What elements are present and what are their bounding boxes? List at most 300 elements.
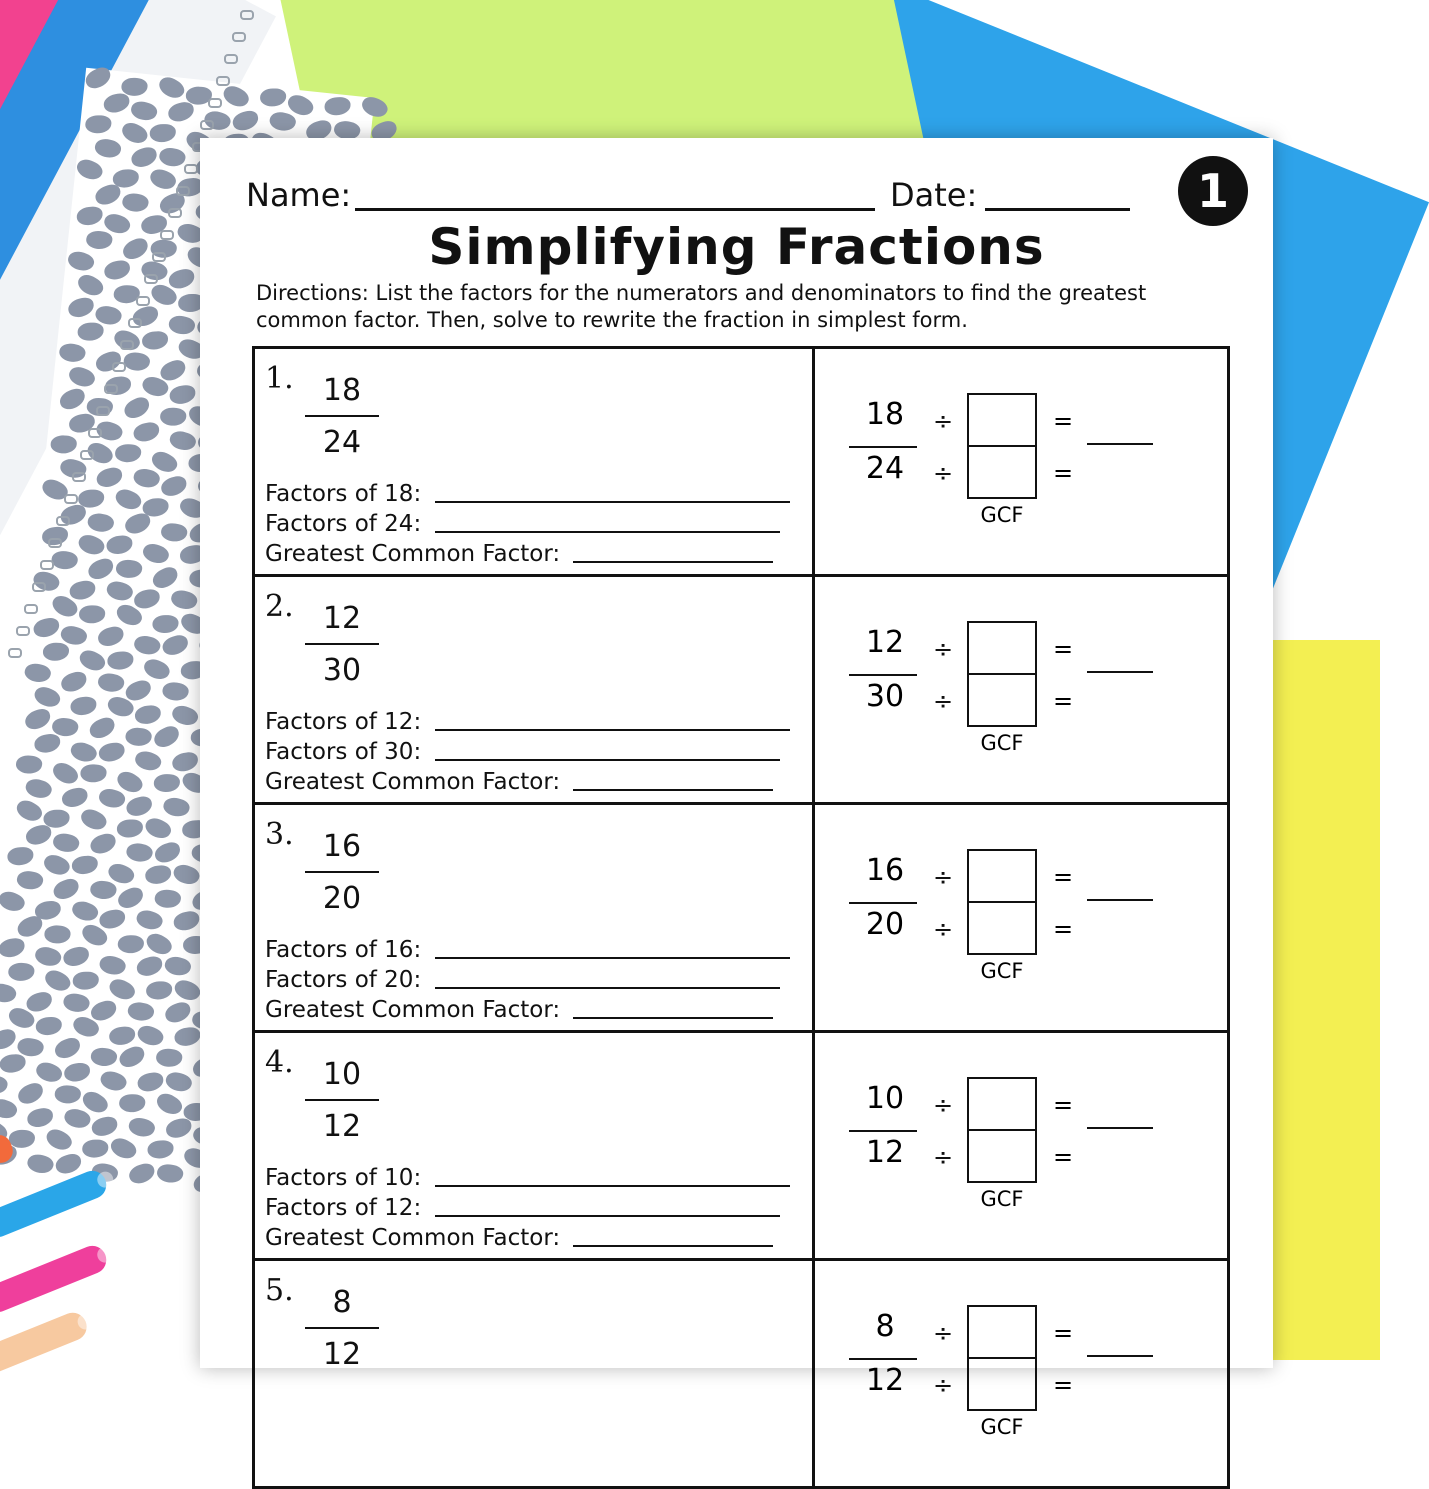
decorative-spot bbox=[97, 953, 127, 978]
decorative-spot bbox=[15, 1080, 46, 1107]
decorative-spot bbox=[142, 331, 169, 350]
decorative-spot bbox=[73, 971, 99, 989]
decorative-spot bbox=[63, 1062, 91, 1083]
factors-denominator-label: Factors of 12: bbox=[265, 1195, 422, 1221]
fraction-numerator: 12 bbox=[322, 601, 362, 636]
decorative-spot bbox=[143, 930, 175, 959]
decorative-spot bbox=[68, 739, 99, 765]
decorative-spot bbox=[115, 885, 146, 911]
gcf-label-text: Greatest Common Factor: bbox=[265, 541, 561, 567]
decorative-spot bbox=[60, 786, 89, 809]
gcf-blank[interactable] bbox=[573, 789, 773, 791]
gcf-label-text: Greatest Common Factor: bbox=[265, 997, 561, 1023]
spiral-ring bbox=[112, 362, 126, 372]
work-numerator: 8 bbox=[875, 1309, 895, 1344]
decorative-spot bbox=[121, 192, 150, 214]
decorative-spot bbox=[50, 759, 82, 789]
simplify-work-area bbox=[815, 1033, 1230, 1258]
decorative-spot bbox=[159, 474, 189, 498]
gcf-line bbox=[265, 997, 773, 1023]
decorative-spot bbox=[104, 578, 135, 604]
fraction-numerator: 8 bbox=[332, 1285, 352, 1320]
fraction-bar bbox=[305, 643, 379, 645]
spiral-ring bbox=[240, 10, 254, 20]
work-fraction-bar bbox=[849, 674, 917, 676]
decorative-spot bbox=[93, 136, 123, 160]
factors-denominator-blank[interactable] bbox=[435, 1215, 780, 1217]
fraction-bar bbox=[305, 871, 379, 873]
decorative-spot bbox=[42, 966, 74, 995]
gcf-blank[interactable] bbox=[573, 1245, 773, 1247]
date-field[interactable] bbox=[985, 208, 1130, 211]
decorative-spot bbox=[135, 954, 165, 978]
answer-blank[interactable] bbox=[1087, 899, 1153, 901]
work-denominator: 24 bbox=[865, 451, 905, 486]
spiral-ring bbox=[128, 318, 142, 328]
problem-number: 2. bbox=[265, 589, 294, 624]
fraction-denominator: 24 bbox=[322, 425, 362, 460]
decorative-spot bbox=[158, 146, 187, 169]
factors-numerator-line bbox=[265, 481, 790, 507]
factors-numerator-line bbox=[265, 709, 790, 735]
decorative-spot bbox=[231, 109, 261, 133]
decorative-spot bbox=[43, 1125, 75, 1154]
factors-denominator-label: Factors of 30: bbox=[265, 739, 422, 765]
decorative-spot bbox=[86, 511, 115, 534]
equals-symbol: = bbox=[1053, 915, 1074, 943]
decorative-spot bbox=[78, 805, 110, 834]
decorative-spot bbox=[168, 428, 198, 453]
decorative-spot bbox=[50, 549, 78, 571]
gcf-input-box[interactable] bbox=[967, 621, 1037, 727]
work-numerator: 10 bbox=[865, 1081, 905, 1116]
decorative-spot bbox=[89, 879, 117, 901]
factors-numerator-line bbox=[265, 1165, 790, 1191]
factors-denominator-line bbox=[265, 739, 780, 765]
date-label: Date: bbox=[890, 176, 978, 214]
gcf-label-text: Greatest Common Factor: bbox=[265, 769, 561, 795]
decorative-spot bbox=[109, 1026, 136, 1046]
spiral-ring bbox=[40, 560, 54, 570]
decorative-spot bbox=[161, 680, 190, 702]
spiral-ring bbox=[56, 516, 70, 526]
decorative-spot bbox=[0, 937, 26, 959]
decorative-spot bbox=[127, 1161, 157, 1186]
work-denominator: 12 bbox=[865, 1363, 905, 1398]
answer-blank[interactable] bbox=[1087, 1127, 1153, 1129]
decorative-spot bbox=[220, 82, 252, 111]
spiral-ring bbox=[16, 626, 30, 636]
spiral-ring bbox=[80, 450, 94, 460]
decorative-spot bbox=[85, 230, 113, 251]
answer-blank[interactable] bbox=[1087, 443, 1153, 445]
work-fraction-bar bbox=[849, 902, 917, 904]
divide-symbol: ÷ bbox=[933, 635, 954, 663]
spiral-ring bbox=[88, 428, 102, 438]
decorative-spot bbox=[107, 651, 133, 669]
decorative-spot bbox=[169, 587, 199, 612]
factors-numerator-blank[interactable] bbox=[435, 1185, 790, 1187]
gcf-box-label: GCF bbox=[980, 731, 1024, 755]
decorative-spot bbox=[32, 683, 63, 711]
equals-symbol: = bbox=[1053, 1319, 1074, 1347]
decorative-spot bbox=[133, 588, 162, 611]
simplify-work-area bbox=[815, 805, 1230, 1030]
decorative-spot bbox=[15, 754, 43, 775]
factors-numerator-blank[interactable] bbox=[435, 957, 790, 959]
factors-numerator-line bbox=[265, 937, 790, 963]
decorative-spot bbox=[70, 696, 97, 716]
work-denominator: 12 bbox=[865, 1135, 905, 1170]
decorative-spot bbox=[51, 876, 82, 902]
decorative-spot bbox=[0, 1053, 26, 1073]
decorative-spot bbox=[85, 115, 112, 134]
spiral-ring bbox=[104, 384, 118, 394]
decorative-spot bbox=[260, 88, 286, 106]
decorative-spot bbox=[141, 655, 172, 683]
decorative-spot bbox=[13, 796, 45, 825]
decorative-spot bbox=[150, 564, 181, 591]
decorative-spot bbox=[164, 1116, 194, 1140]
problem-row-2 bbox=[252, 574, 1230, 802]
decorative-spot bbox=[98, 908, 126, 930]
decorative-spot bbox=[168, 384, 196, 405]
decorative-spot bbox=[122, 351, 151, 373]
fraction-denominator: 30 bbox=[322, 653, 362, 688]
decorative-spot bbox=[77, 322, 103, 340]
work-numerator: 18 bbox=[865, 397, 905, 432]
fraction-bar bbox=[305, 1099, 379, 1101]
worksheet-title: Simplifying Fractions bbox=[428, 218, 1045, 276]
decorative-spot bbox=[136, 1071, 164, 1093]
work-denominator: 20 bbox=[865, 907, 905, 942]
spiral-ring bbox=[48, 538, 62, 548]
decorative-spot bbox=[134, 907, 165, 933]
answer-blank[interactable] bbox=[1087, 671, 1153, 673]
problem-row-3 bbox=[252, 802, 1230, 1030]
spiral-ring bbox=[8, 648, 22, 658]
decorative-spot bbox=[268, 110, 298, 134]
decorative-spot bbox=[23, 706, 54, 732]
decorative-spot bbox=[146, 981, 172, 999]
spiral-ring bbox=[64, 494, 78, 504]
decorative-spot bbox=[121, 394, 152, 421]
decorative-spot bbox=[32, 616, 61, 639]
decorative-spot bbox=[142, 814, 173, 842]
decorative-spot bbox=[174, 1026, 202, 1047]
fraction-bar bbox=[305, 1327, 379, 1329]
peach-marker bbox=[0, 1309, 91, 1380]
spiral-ring bbox=[232, 32, 246, 42]
decorative-spot bbox=[154, 774, 181, 793]
decorative-spot bbox=[154, 888, 182, 909]
fraction-numerator: 16 bbox=[322, 829, 362, 864]
divide-symbol: ÷ bbox=[933, 1143, 954, 1171]
decorative-spot bbox=[106, 975, 138, 1004]
factors-denominator-blank[interactable] bbox=[435, 531, 780, 533]
divide-symbol: ÷ bbox=[933, 863, 954, 891]
problem-fraction bbox=[305, 371, 379, 463]
gcf-input-box[interactable] bbox=[967, 393, 1037, 499]
decorative-spot bbox=[44, 924, 72, 945]
spiral-ring bbox=[32, 582, 46, 592]
divide-symbol: ÷ bbox=[933, 915, 954, 943]
decorative-spot bbox=[151, 723, 182, 750]
decorative-spot bbox=[147, 166, 178, 194]
problem-fraction bbox=[305, 599, 379, 691]
answer-blank[interactable] bbox=[1087, 1355, 1153, 1357]
spiral-ring bbox=[168, 208, 182, 218]
fraction-bar bbox=[305, 415, 379, 417]
decorative-spot bbox=[52, 1035, 83, 1061]
decorative-spot bbox=[85, 556, 116, 582]
decorative-spot bbox=[324, 97, 350, 115]
decorative-spot bbox=[33, 733, 61, 754]
work-fraction-bar bbox=[849, 1358, 917, 1360]
spiral-ring bbox=[184, 164, 198, 174]
divide-symbol: ÷ bbox=[933, 1319, 954, 1347]
decorative-spot bbox=[115, 444, 142, 463]
gcf-box-label: GCF bbox=[980, 1415, 1024, 1439]
decorative-spot bbox=[75, 271, 107, 300]
decorative-spot bbox=[124, 794, 154, 818]
decorative-spot bbox=[132, 466, 162, 490]
factors-numerator-blank[interactable] bbox=[435, 501, 790, 503]
decorative-spot bbox=[33, 1059, 64, 1086]
decorative-spot bbox=[167, 313, 196, 336]
decorative-spot bbox=[119, 119, 151, 148]
decorative-spot bbox=[24, 823, 54, 847]
equals-symbol: = bbox=[1053, 635, 1074, 663]
decorative-spot bbox=[171, 861, 202, 888]
decorative-spot bbox=[62, 991, 92, 1015]
spiral-ring bbox=[216, 76, 230, 86]
gcf-line bbox=[265, 541, 773, 567]
decorative-spot bbox=[172, 976, 203, 1004]
equals-symbol: = bbox=[1053, 1143, 1074, 1171]
factors-numerator-blank[interactable] bbox=[435, 729, 790, 731]
decorative-spot bbox=[120, 235, 151, 262]
decorative-spot bbox=[126, 1000, 155, 1023]
worksheet bbox=[200, 138, 1273, 1439]
decorative-spot bbox=[117, 819, 143, 837]
decorative-spot bbox=[115, 558, 143, 579]
decorative-spot bbox=[155, 1162, 184, 1185]
decorative-spot bbox=[125, 841, 154, 864]
spiral-ring bbox=[72, 472, 86, 482]
spiral-ring bbox=[24, 604, 38, 614]
work-fraction-bar bbox=[849, 446, 917, 448]
factors-numerator-label: Factors of 12: bbox=[265, 709, 422, 735]
gcf-input-box[interactable] bbox=[967, 849, 1037, 955]
decorative-spot bbox=[156, 73, 188, 102]
gcf-box-label: GCF bbox=[980, 503, 1024, 527]
name-field[interactable] bbox=[355, 208, 875, 211]
divide-symbol: ÷ bbox=[933, 1091, 954, 1119]
decorative-spot bbox=[7, 847, 34, 866]
decorative-spot bbox=[96, 671, 125, 694]
decorative-spot bbox=[162, 795, 192, 819]
problem-number: 5. bbox=[265, 1273, 294, 1308]
fraction-numerator: 10 bbox=[322, 1057, 362, 1092]
decorative-spot bbox=[160, 521, 189, 543]
decorative-spot bbox=[82, 1139, 108, 1157]
problem-number: 4. bbox=[265, 1045, 294, 1080]
decorative-spot bbox=[36, 1017, 63, 1036]
factors-denominator-line bbox=[265, 511, 780, 537]
problem-fraction bbox=[305, 1283, 379, 1375]
spiral-ring bbox=[160, 230, 174, 240]
decorative-spot bbox=[62, 1106, 92, 1131]
gcf-blank[interactable] bbox=[573, 1017, 773, 1019]
decorative-spot bbox=[152, 840, 182, 865]
gcf-blank[interactable] bbox=[573, 561, 773, 563]
decorative-spot bbox=[160, 633, 190, 657]
equals-symbol: = bbox=[1053, 1371, 1074, 1399]
decorative-spot bbox=[57, 386, 88, 412]
decorative-spot bbox=[140, 540, 171, 567]
factors-numerator-label: Factors of 18: bbox=[265, 481, 422, 507]
decorative-spot bbox=[117, 934, 144, 954]
spiral-ring bbox=[208, 98, 222, 108]
equals-symbol: = bbox=[1053, 459, 1074, 487]
decorative-spot bbox=[70, 898, 101, 924]
work-denominator: 30 bbox=[865, 679, 905, 714]
decorative-spot bbox=[119, 1093, 146, 1113]
decorative-spot bbox=[66, 296, 96, 320]
spiral-ring bbox=[120, 340, 134, 350]
decorative-spot bbox=[66, 363, 97, 390]
problem-row-5 bbox=[252, 1258, 1230, 1489]
decorative-spot bbox=[170, 702, 201, 729]
decorative-spot bbox=[80, 763, 107, 783]
decorative-spot bbox=[98, 741, 126, 763]
decorative-spot bbox=[78, 604, 105, 624]
decorative-spot bbox=[76, 206, 104, 227]
work-numerator: 16 bbox=[865, 853, 905, 888]
decorative-spot bbox=[54, 1152, 84, 1176]
divide-symbol: ÷ bbox=[933, 687, 954, 715]
decorative-spot bbox=[76, 646, 108, 675]
name-label: Name: bbox=[246, 176, 352, 214]
problem-row-4 bbox=[252, 1030, 1230, 1258]
decorative-spot bbox=[163, 954, 193, 978]
decorative-spot bbox=[108, 1134, 140, 1163]
decorative-spot bbox=[133, 748, 164, 774]
problem-fraction bbox=[305, 1055, 379, 1147]
decorative-spot bbox=[132, 421, 161, 444]
simplify-work-area bbox=[815, 349, 1230, 574]
decorative-spot bbox=[167, 267, 196, 290]
decorative-spot bbox=[71, 855, 98, 875]
gcf-box-label: GCF bbox=[980, 1187, 1024, 1211]
gcf-input-box[interactable] bbox=[967, 1077, 1037, 1183]
fraction-denominator: 20 bbox=[322, 881, 362, 916]
decorative-spot bbox=[59, 669, 89, 694]
decorative-spot bbox=[163, 1069, 194, 1095]
decorative-spot bbox=[117, 1044, 148, 1070]
factors-denominator-label: Factors of 24: bbox=[265, 511, 422, 537]
equals-symbol: = bbox=[1053, 687, 1074, 715]
decorative-spot bbox=[154, 1089, 186, 1118]
decorative-spot bbox=[41, 851, 72, 879]
decorative-spot bbox=[0, 1074, 9, 1095]
decorative-spot bbox=[144, 864, 172, 885]
decorative-spot bbox=[150, 124, 176, 142]
decorative-spot bbox=[89, 998, 119, 1023]
decorative-spot bbox=[102, 92, 131, 115]
gcf-line bbox=[265, 1225, 773, 1251]
decorative-spot bbox=[95, 466, 125, 490]
equals-symbol: = bbox=[1053, 407, 1074, 435]
decorative-spot bbox=[50, 435, 77, 455]
work-fraction-bar bbox=[849, 1130, 917, 1132]
factors-denominator-label: Factors of 20: bbox=[265, 967, 422, 993]
decorative-spot bbox=[26, 1107, 55, 1129]
problem-number: 3. bbox=[265, 817, 294, 852]
spiral-ring bbox=[144, 274, 158, 284]
decorative-spot bbox=[135, 1022, 166, 1049]
decorative-spot bbox=[0, 1096, 19, 1122]
pink-marker bbox=[0, 1242, 111, 1317]
factors-denominator-blank[interactable] bbox=[435, 759, 780, 761]
decorative-spot bbox=[125, 726, 153, 747]
equals-symbol: = bbox=[1053, 863, 1074, 891]
factors-numerator-label: Factors of 16: bbox=[265, 937, 422, 963]
spiral-ring bbox=[96, 406, 110, 416]
decorative-spot bbox=[132, 633, 162, 657]
problem-fraction bbox=[305, 827, 379, 919]
fraction-denominator: 12 bbox=[322, 1109, 362, 1144]
decorative-spot bbox=[155, 1047, 183, 1068]
decorative-spot bbox=[54, 1084, 82, 1105]
blue-marker bbox=[0, 1167, 111, 1242]
factors-numerator-label: Factors of 10: bbox=[265, 1165, 422, 1191]
decorative-spot bbox=[147, 1140, 173, 1158]
factors-denominator-line bbox=[265, 967, 780, 993]
spiral-ring bbox=[136, 296, 150, 306]
decorative-spot bbox=[163, 1000, 193, 1025]
directions-text: Directions: List the factors for the numerators and denominators to find the greatest common factor. Then, solve to rewrite the fraction in simplest form. bbox=[256, 281, 1147, 332]
decorative-spot bbox=[166, 100, 195, 123]
decorative-spot bbox=[129, 145, 159, 169]
decorative-spot bbox=[127, 1115, 157, 1140]
decorative-spot bbox=[0, 981, 18, 1005]
simplify-work-area bbox=[815, 1261, 1230, 1486]
decorative-spot bbox=[171, 751, 200, 774]
decorative-spot bbox=[113, 485, 144, 513]
simplify-work-area bbox=[815, 577, 1230, 802]
spiral-ring bbox=[200, 120, 214, 130]
decorative-spot bbox=[51, 831, 81, 855]
decorative-spot bbox=[172, 910, 201, 933]
gcf-input-box[interactable] bbox=[967, 1305, 1037, 1411]
decorative-spot bbox=[33, 944, 63, 969]
decorative-spot bbox=[15, 869, 44, 892]
gcf-label-text: Greatest Common Factor: bbox=[265, 1225, 561, 1251]
decorative-spot bbox=[152, 615, 179, 634]
problem-row-1 bbox=[252, 346, 1230, 574]
decorative-spot bbox=[96, 625, 126, 649]
factors-denominator-blank[interactable] bbox=[435, 987, 780, 989]
divide-symbol: ÷ bbox=[933, 407, 954, 435]
page-number-badge: 1 bbox=[1178, 156, 1248, 226]
decorative-spot bbox=[23, 776, 53, 801]
divide-symbol: ÷ bbox=[933, 1371, 954, 1399]
divide-symbol: ÷ bbox=[933, 459, 954, 487]
decorative-spot bbox=[87, 715, 118, 741]
decorative-spot bbox=[98, 1068, 129, 1094]
